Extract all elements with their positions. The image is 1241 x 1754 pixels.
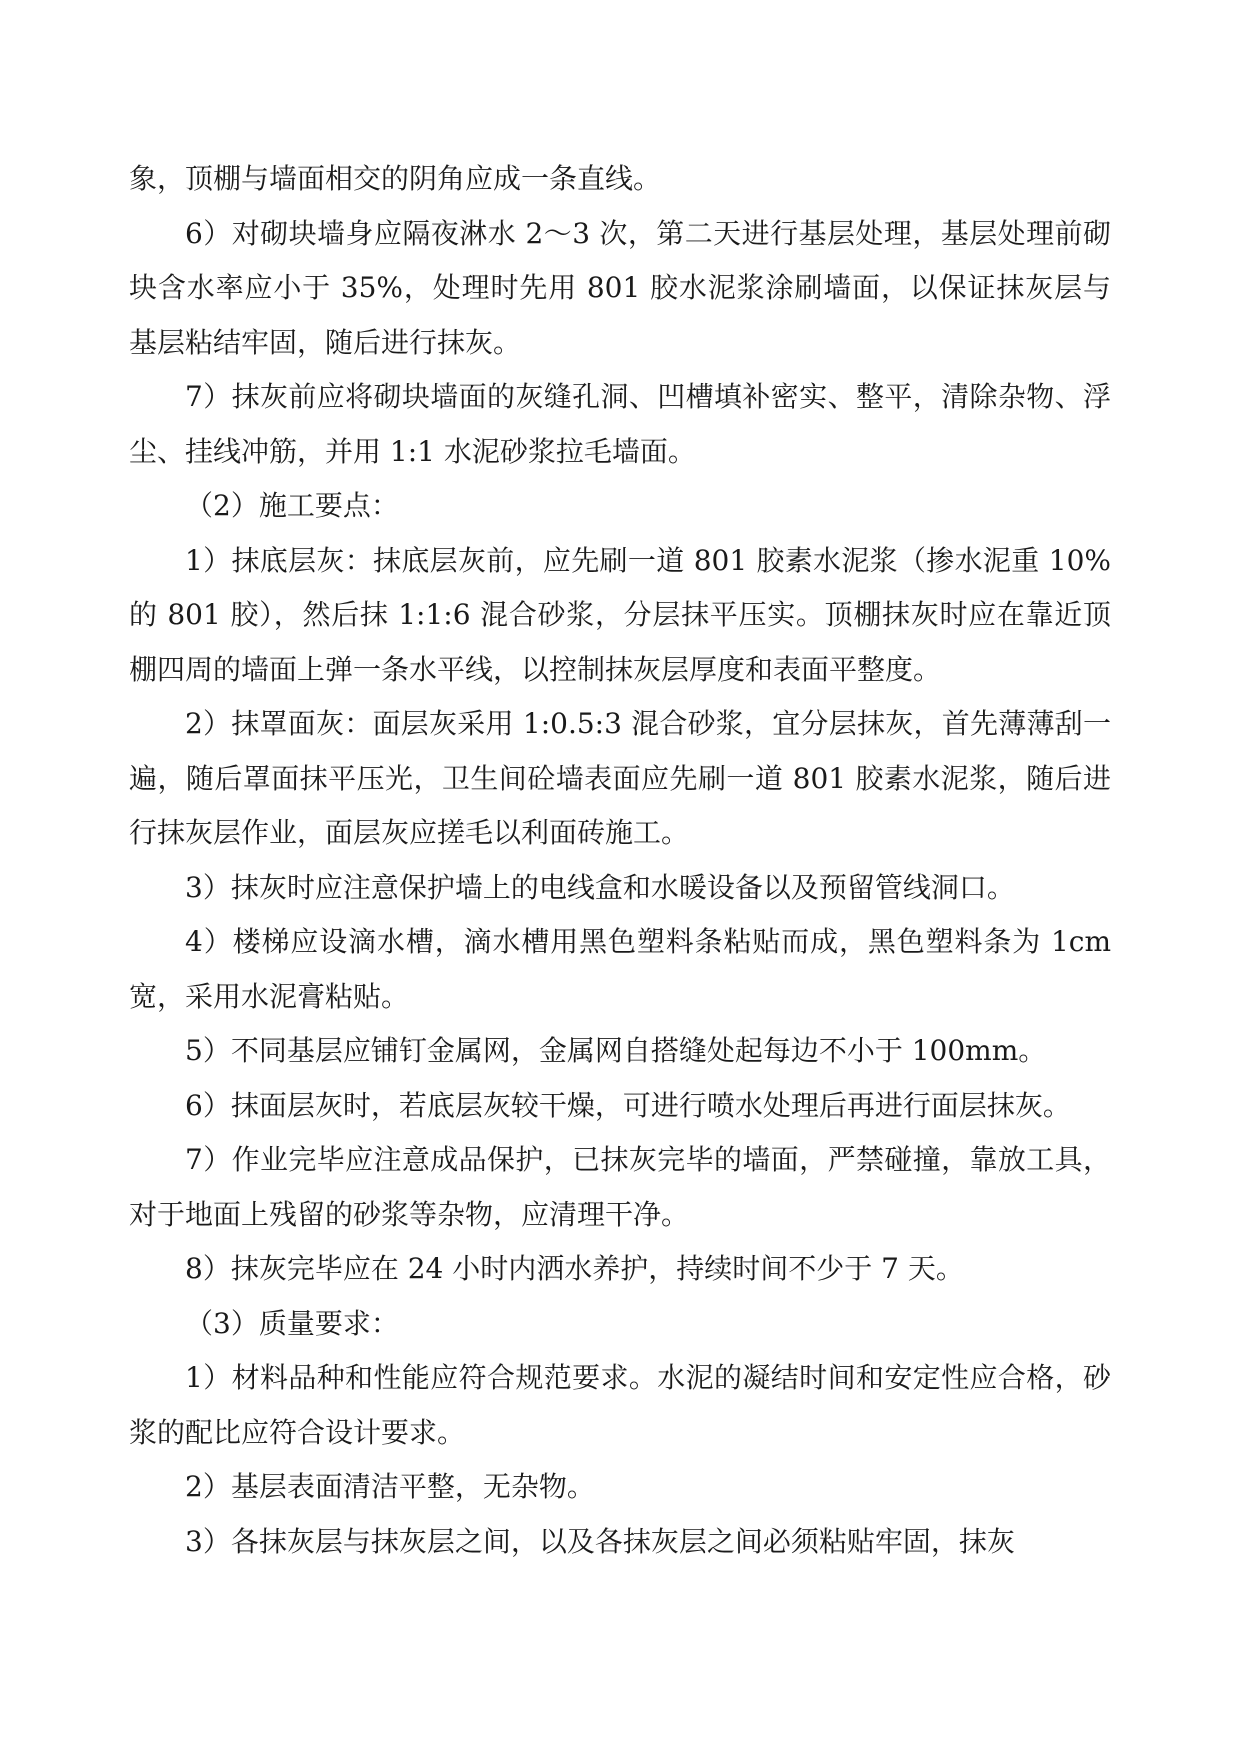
paragraph-item-2-finish-coat: 2）抹罩面灰：面层灰采用 1:0.5:3 混合砂浆，宜分层抹灰，首先薄薄刮一遍，随后罩面抹平压光，卫生间砼墙表面应先刷一道 801 胶素水泥浆，随后进行抹灰层作业，面层灰应搓毛以利面砖施工。: [129, 707, 1111, 849]
paragraph-quality-item-3-adhesion: 3）各抹灰层与抹灰层之间，以及各抹灰层之间必须粘贴牢固，抹灰: [185, 1524, 1015, 1558]
paragraph-item-5-metal-mesh: 5）不同基层应铺钉金属网，金属网自搭缝处起每边不小于 100mm。: [185, 1034, 1047, 1067]
paragraph-item-1-base-coat: 1）抹底层灰：抹底层灰前，应先刷一道 801 胶素水泥浆（掺水泥重 10% 的 801 胶），然后抹 1:1:6 混合砂浆，分层抹平压实。顶棚抹灰时应在靠近顶棚四周的墙面上弹一条水平线，以控制抹灰层厚度和表面平整度。: [129, 543, 1111, 686]
paragraph-quality-item-1-materials: 1）材料品种和性能应符合规范要求。水泥的凝结时间和安定性应合格，砂浆的配比应符合设计要求。: [129, 1361, 1111, 1449]
paragraph-item-7-product-protection: 7）作业完毕应注意成品保护，已抹灰完毕的墙面，严禁碰撞，靠放工具，对于地面上残留的砂浆等杂物，应清理干净。: [129, 1143, 1111, 1231]
paragraph-item-6-block-wall-watering: 6）对砌块墙身应隔夜淋水 2～3 次，第二天进行基层处理，基层处理前砌块含水率应小于 35%，处理时先用 801 胶水泥浆涂刷墙面，以保证抹灰层与基层粘结牢固，随后进行抹灰。: [129, 216, 1111, 359]
paragraph-item-3-protect-boxes: 3）抹灰时应注意保护墙上的电线盒和水暖设备以及预留管线洞口。: [185, 870, 1015, 904]
paragraph-quality-item-2-surface: 2）基层表面清洁平整，无杂物。: [185, 1470, 595, 1503]
document-body: [129, 152, 1111, 1569]
section-heading-quality-requirements: （3）质量要求：: [185, 1306, 399, 1340]
section-heading-construction-points: （2）施工要点：: [185, 489, 399, 522]
paragraph-item-8-curing: 8）抹灰完毕应在 24 小时内洒水养护，持续时间不少于 7 天。: [185, 1252, 964, 1285]
paragraph-continuation: 象，顶棚与墙面相交的阴角应成一条直线。: [129, 162, 662, 195]
paragraph-item-6-spray-water: 6）抹面层灰时，若底层灰较干燥，可进行喷水处理后再进行面层抹灰。: [185, 1088, 1071, 1122]
paragraph-item-4-drip-groove: 4）楼梯应设滴水槽，滴水槽用黑色塑料条粘贴而成，黑色塑料条为 1cm 宽，采用水泥膏粘贴。: [129, 925, 1111, 1013]
paragraph-item-7-fill-joints: 7）抹灰前应将砌块墙面的灰缝孔洞、凹槽填补密实、整平，清除杂物、浮尘、挂线冲筋，并用 1:1 水泥砂浆拉毛墙面。: [129, 380, 1111, 468]
